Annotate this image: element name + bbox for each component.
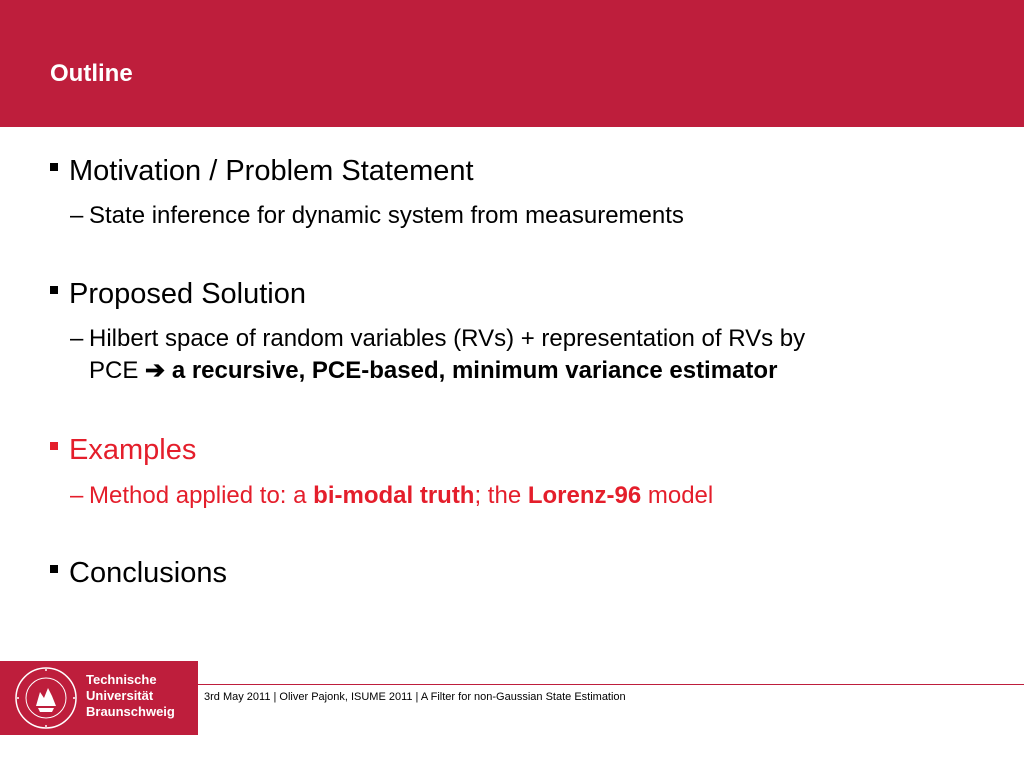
header-bar	[0, 0, 1024, 127]
outline-subitem-text-line2	[70, 355, 960, 387]
university-name-line3: Braunschweig	[86, 704, 175, 719]
right-arrow-icon: ➔	[145, 357, 166, 384]
outline-subitem-text-line1: Hilbert space of random variables (RVs) + representation of RVs by	[89, 325, 806, 352]
examples-text-prefix: Method applied to: a	[89, 482, 314, 509]
square-bullet-icon	[50, 442, 58, 450]
estimator-highlight: a recursive, PCE-based, minimum variance estimator	[171, 357, 778, 384]
footer-divider	[198, 684, 1024, 685]
outline-item-solution	[50, 278, 306, 311]
outline-subitem-solution	[70, 323, 960, 387]
university-seal-icon	[14, 666, 78, 730]
outline-subitem-motivation	[70, 200, 960, 232]
dash-bullet-icon: –	[70, 202, 84, 229]
square-bullet-icon	[50, 565, 58, 573]
examples-text-mid: ; the	[474, 482, 528, 509]
university-logo	[0, 661, 198, 735]
lorenz-highlight: Lorenz-96	[527, 482, 642, 509]
outline-subitem-text: State inference for dynamic system from measurements	[89, 202, 684, 229]
footer-info: 3rd May 2011 | Oliver Pajonk, ISUME 2011 | A Filter for non-Gaussian State Estimation	[204, 691, 626, 703]
dash-bullet-icon: –	[70, 325, 84, 352]
university-name	[86, 672, 175, 720]
bimodal-highlight: bi-modal truth	[313, 482, 475, 509]
outline-item-motivation	[50, 155, 474, 188]
square-bullet-icon	[50, 163, 58, 171]
outline-subitem-examples	[70, 480, 960, 512]
outline-item-conclusions	[50, 557, 227, 590]
dash-bullet-icon: –	[70, 482, 84, 509]
outline-item-title: Conclusions	[69, 557, 227, 589]
outline-item-title: Motivation / Problem Statement	[69, 155, 474, 187]
slide-title: Outline	[50, 60, 133, 87]
square-bullet-icon	[50, 286, 58, 294]
outline-item-examples	[50, 434, 196, 467]
university-name-line1: Technische	[86, 672, 157, 687]
university-name-line2: Universität	[86, 688, 154, 703]
outline-item-title: Proposed Solution	[69, 278, 306, 310]
outline-item-title: Examples	[69, 434, 197, 466]
pce-label: PCE	[89, 357, 139, 384]
examples-text-suffix: model	[641, 482, 714, 509]
